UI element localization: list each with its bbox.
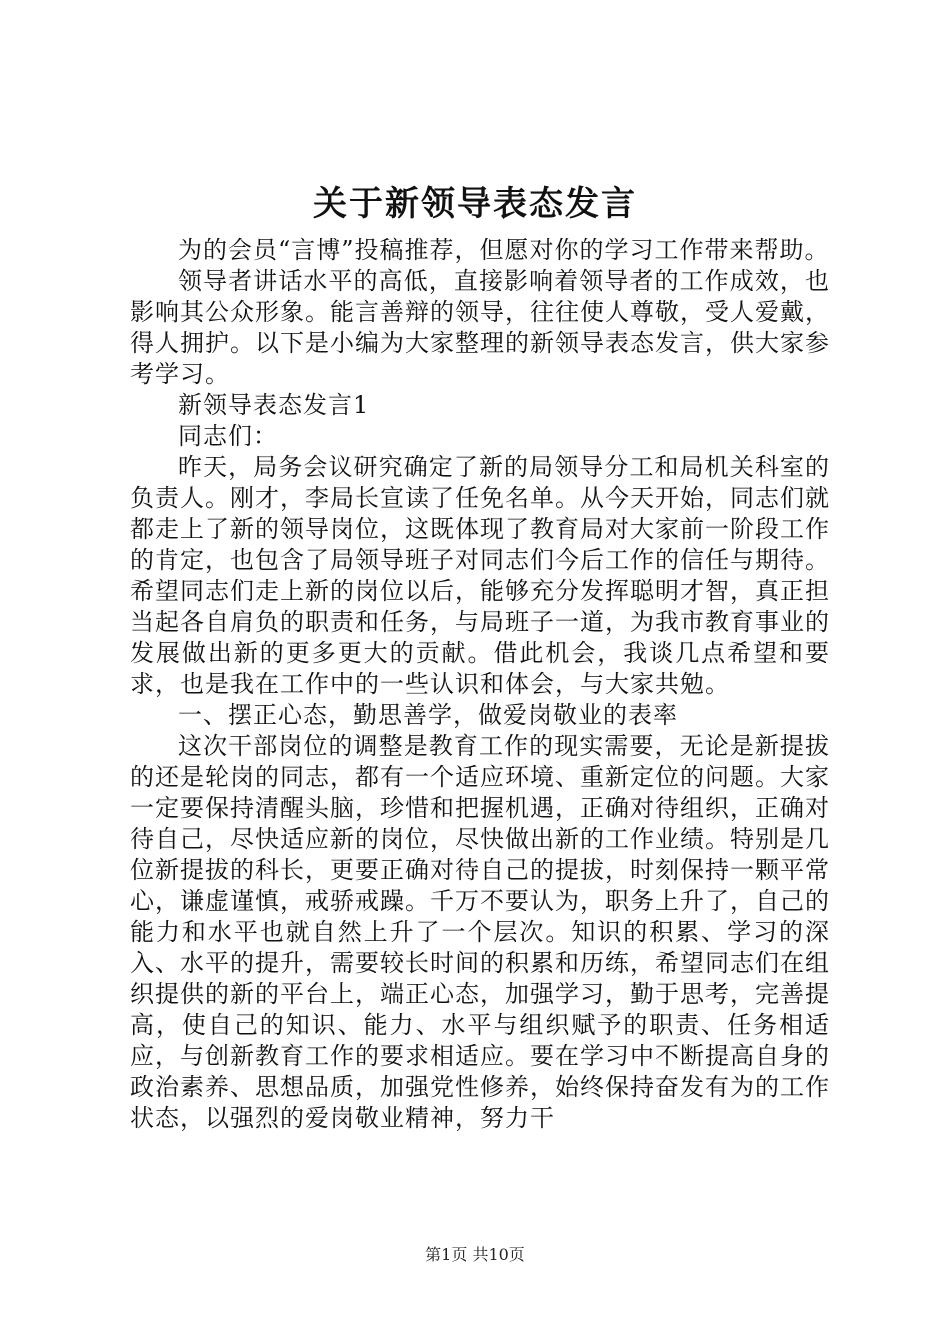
- page-footer: 第1页 共10页: [425, 1245, 525, 1264]
- paragraph-intro: 为的会员“言博”投稿推荐，但愿对你的学习工作带来帮助。: [178, 236, 830, 264]
- document-title: 关于新领导表态发言: [313, 184, 637, 224]
- salutation: 同志们：: [178, 422, 278, 450]
- section-heading: 新领导表态发言1: [178, 391, 370, 419]
- paragraph-body: 这次干部岗位的调整是教育工作的现实需要，无论是新提拔的还是轮岗的同志，都有一个适应环境、重新定位的问题。大家一定要保持清醒头脑，珍惜和把握机遇，正确对待组织，正确对待自己，尽快适应新的岗位，尽快做出新的工作业绩。特别是几位新提拔的科长，更要正确对待自己的提拔，时刻保持一颗平常心，谦虚谨慎，戒骄戒躁。千万不要认为，职务上升了，自己的能力和水平也就自然上升了一个层次。知识的积累、学习的深入、水平的提升，需要较长时间的积累和历练，希望同志们在组织提供的新的平台上，端正心态，加强学习，勤于思考，完善提高，使自己的知识、能力、水平与组织赋予的职责、任务相适应，与创新教育工作的要求相适应。要在学习中不断提高自身的政治素养、思想品质，加强党性修养，始终保持奋发有为的工作状态，以强烈的爱岗敬业精神，努力干: [130, 732, 830, 1132]
- document-body: [130, 235, 830, 1134]
- subsection-heading: 一、摆正心态，勤思善学，做爱岗敬业的表率: [178, 701, 678, 729]
- paragraph-opening: 昨天，局务会议研究确定了新的局领导分工和局机关科室的负责人。刚才，李局长宣读了任免名单。从今天开始，同志们就都走上了新的领导岗位，这既体现了教育局对大家前一阶段工作的肯定，也包含了局领导班子对同志们今后工作的信任与期待。希望同志们走上新的岗位以后，能够充分发挥聪明才智，真正担当起各自肩负的职责和任务，与局班子一道，为我市教育事业的发展做出新的更多更大的贡献。借此机会，我谈几点希望和要求，也是我在工作中的一些认识和体会，与大家共勉。: [130, 453, 830, 698]
- paragraph-preface: 领导者讲话水平的高低，直接影响着领导者的工作成效，也影响其公众形象。能言善辩的领导，往往使人尊敬，受人爱戴，得人拥护。以下是小编为大家整理的新领导表态发言，供大家参考学习。: [130, 267, 830, 388]
